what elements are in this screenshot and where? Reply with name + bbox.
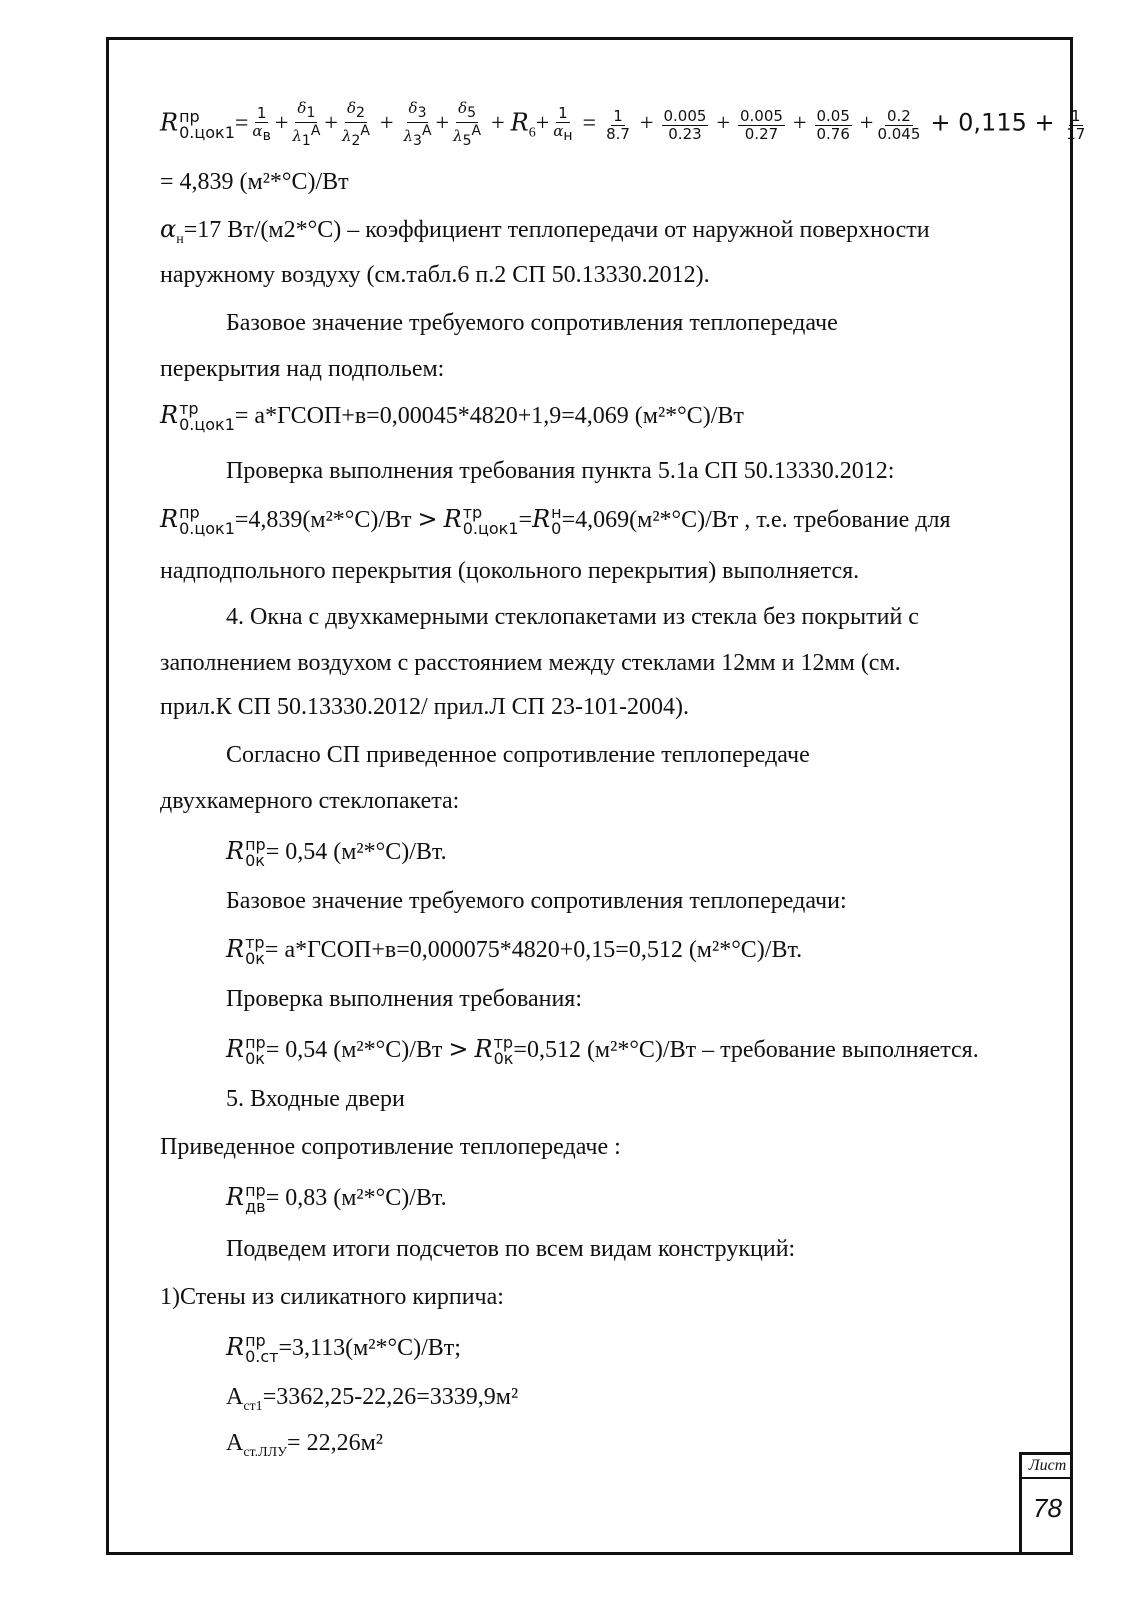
walls-heading: 1)Стены из силикатного кирпича: — [160, 1284, 504, 1310]
r-ok-line: R пр 0к = 0,54 (м²*°С)/Вт. — [226, 835, 447, 871]
alpha-n-cont: наружному воздуху (см.табл.6 п.2 СП 50.13330.2012). — [160, 262, 710, 288]
formula-main-result: = 4,839 (м²*°С)/Вт — [160, 169, 349, 195]
doors-r-text: Приведенное сопротивление теплопередаче : — [160, 1134, 621, 1160]
base-req-1b: перекрытия над подпольем: — [160, 356, 445, 382]
r-pr-cok-symbol: R — [160, 108, 179, 137]
windows-1: 4. Окна с двухкамерными стеклопакетами из стекла без покрытий с — [226, 604, 919, 630]
sheet-stamp — [1019, 1452, 1073, 1555]
r-st-line: R пр 0.ст =3,113(м²*°С)/Вт; — [226, 1331, 461, 1367]
a-st-llu-line: $A_{ст.ЛЛУ}= 22,26м^2$ — [226, 1430, 383, 1460]
alpha-n-line: $\alpha_н=17$ Вт/(м2*°С) – коэффициент теплопередачи от наружной поверхности — [160, 215, 930, 247]
sheet-number: 78 — [1033, 1493, 1062, 1523]
base-req-1: Базовое значение требуемого сопротивления теплопередаче — [226, 310, 838, 336]
base-req-2: Базовое значение требуемого сопротивления теплопередачи: — [226, 888, 847, 914]
a-st1-line: $A_{ст1}=3362,25-22,26=3339,9м^2$ — [226, 1384, 519, 1414]
r-ok-tr-line: R тр 0к = а*ГСОП+в=0,000075*4820+0,15=0,512 (м²*°С)/Вт. — [226, 933, 803, 969]
check-2-formula: R пр 0к = 0,54 (м²*°С)/Вт > R тр 0к =0,512 (м²*°С)/Вт – требование выполняется. — [226, 1033, 979, 1069]
windows-3: прил.К СП 50.13330.2012/ прил.Л СП 23-101-2004). — [160, 694, 689, 720]
doors-heading: 5. Входные двери — [226, 1086, 405, 1112]
summary: Подведем итоги подсчетов по всем видам конструкций: — [226, 1236, 796, 1262]
check-1-formula: R пр 0.цок1 =4,839(м²*°С)/Вт > R тр 0.цок1 =R н 0 =4,069(м²*°С)/Вт , т.е. требование для — [160, 503, 951, 539]
check-1-cont: надподпольного перекрытия (цокольного перекрытия) выполняется. — [160, 558, 860, 584]
check-2: Проверка выполнения требования: — [226, 986, 583, 1012]
check-1: Проверка выполнения требования пункта 5.1а СП 50.13330.2012: — [226, 458, 895, 484]
formula-main: R пр 0.цок1 = $\frac{1}{\alpha_в}$ + $\frac{\delta_1}{\lambda_1^А}$ + $\frac{\delta_2}{\lambda_2^А}$ + $\frac{\delta_3}{\lambda_3^А}$ + $\frac{\delta_5}{\lambda_5^А}$ + $R_6+$ $\frac{1}{\alpha_н}$ = $\frac{1}{8.7}$ + $\frac{0.005}{0.23}$ + $\frac{0.005}{0.27}$ + $\frac{0.05}{0.76}$ + $\frac{0.2}{0.045}$ + 0,115 + $\frac{1}{17}$ — [160, 99, 1086, 149]
windows-2: заполнением воздухом с расстоянием между стеклами 12мм и 12мм (см. — [160, 650, 901, 676]
r-dv-line: R пр дв = 0,83 (м²*°С)/Вт. — [226, 1181, 447, 1217]
sp-2: двухкамерного стеклопакета: — [160, 788, 460, 814]
sheet-label: Лист — [1022, 1455, 1073, 1479]
sp-1: Согласно СП приведенное сопротивление теплопередаче — [226, 742, 810, 768]
r-tr-cok-line: R тр 0.цок1 = а*ГСОП+в=0,00045*4820+1,9=4,069 (м²*°С)/Вт — [160, 399, 744, 435]
